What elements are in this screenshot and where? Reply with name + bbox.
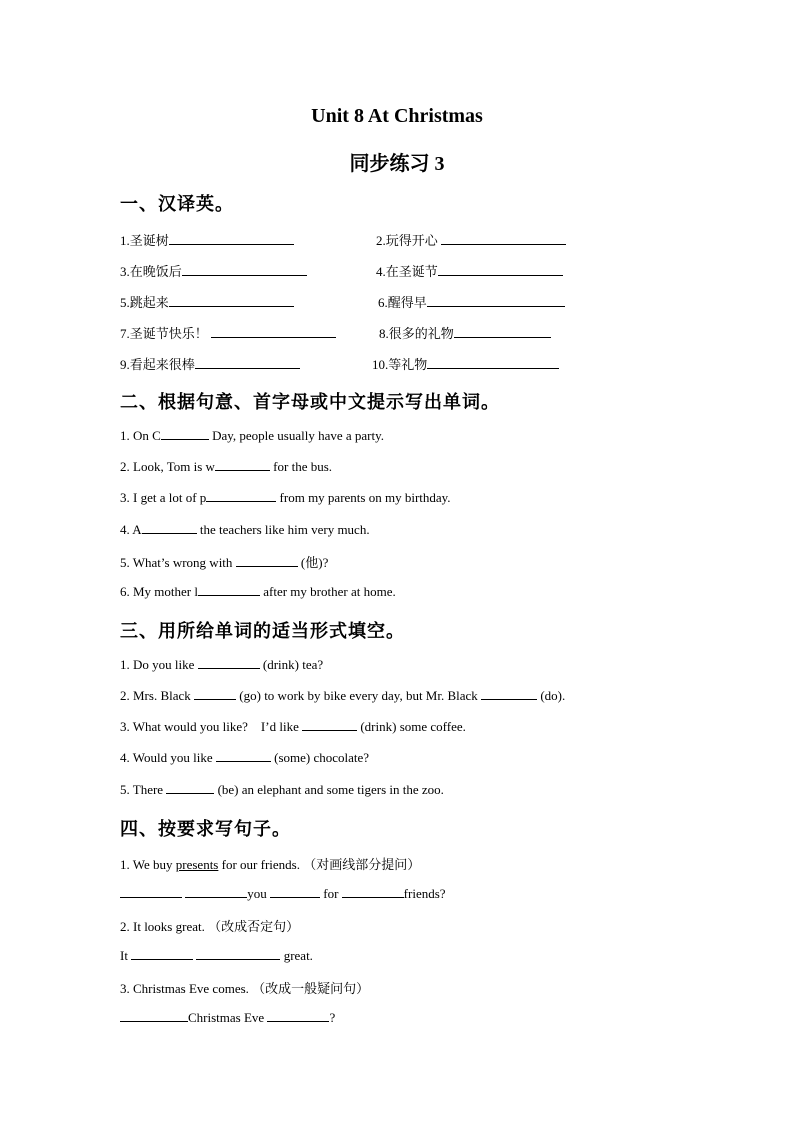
answer-blank[interactable] xyxy=(169,294,294,307)
s1-item-9: 9.看起来很棒 xyxy=(120,354,300,373)
answer-blank[interactable] xyxy=(270,885,320,898)
s3-question-3: 3. What would you like? I’d like (drink) some coffee. xyxy=(120,719,466,734)
answer-blank[interactable] xyxy=(438,263,563,276)
answer-blank[interactable] xyxy=(236,554,298,567)
s2-question-3: 3. I get a lot of p from my parents on my birthday. xyxy=(120,490,451,505)
answer-blank[interactable] xyxy=(185,885,247,898)
answer-blank[interactable] xyxy=(481,687,537,700)
s1-item-2: 2.玩得开心 xyxy=(376,230,566,249)
answer-blank[interactable] xyxy=(198,656,260,669)
s1-item-6: 6.醒得早 xyxy=(378,292,565,311)
answer-blank[interactable] xyxy=(211,325,336,338)
answer-blank[interactable] xyxy=(206,489,276,502)
underlined-word: presents xyxy=(175,857,219,872)
s2-question-2: 2. Look, Tom is w for the bus. xyxy=(120,459,333,474)
s1-item-8: 8.很多的礼物 xyxy=(379,323,551,342)
answer-blank[interactable] xyxy=(454,325,551,338)
s1-item-1: 1.圣诞树 xyxy=(120,230,294,249)
answer-blank[interactable] xyxy=(427,294,565,307)
answer-blank[interactable] xyxy=(194,687,236,700)
s1-item-3: 3.在晚饭后 xyxy=(120,261,307,280)
answer-blank[interactable] xyxy=(169,232,294,245)
s4-answer-3: Christmas Eve ? xyxy=(120,1009,335,1026)
section2-heading: 二、根据句意、首字母或中文提示写出单词。 xyxy=(120,392,500,412)
s4-question-1: 1. We buy presents for our friends. （对画线部分提问） xyxy=(120,857,421,872)
answer-blank[interactable] xyxy=(195,356,300,369)
answer-blank[interactable] xyxy=(166,781,214,794)
answer-blank[interactable] xyxy=(216,749,271,762)
s3-question-1: 1. Do you like (drink) tea? xyxy=(120,657,324,672)
section3-heading: 三、用所给单词的适当形式填空。 xyxy=(120,621,405,641)
answer-blank[interactable] xyxy=(120,1009,188,1022)
section1-heading: 一、汉译英。 xyxy=(120,194,234,214)
s3-question-5: 5. There (be) an elephant and some tigers in the zoo. xyxy=(120,782,444,797)
s4-answer-1: you for friends? xyxy=(120,885,446,902)
answer-blank[interactable] xyxy=(215,458,270,471)
answer-blank[interactable] xyxy=(182,263,307,276)
answer-blank[interactable] xyxy=(441,232,566,245)
s2-question-5: 5. What’s wrong with (他)? xyxy=(120,555,329,570)
s4-question-3: 3. Christmas Eve comes. （改成一般疑问句） xyxy=(120,981,370,996)
answer-blank[interactable] xyxy=(302,718,357,731)
answer-blank[interactable] xyxy=(427,356,559,369)
s2-question-6: 6. My mother l after my brother at home. xyxy=(120,584,396,599)
s2-question-1: 1. On C Day, people usually have a party. xyxy=(120,428,385,443)
page-title: Unit 8 At Christmas xyxy=(311,105,483,127)
answer-blank[interactable] xyxy=(267,1009,329,1022)
section4-heading: 四、按要求写句子。 xyxy=(120,819,291,839)
s4-answer-2: It great. xyxy=(120,948,313,963)
s2-question-4: 4. A the teachers like him very much. xyxy=(120,522,370,537)
s3-question-4: 4. Would you like (some) chocolate? xyxy=(120,750,370,765)
s4-question-2: 2. It looks great. （改成否定句） xyxy=(120,919,300,934)
answer-blank[interactable] xyxy=(196,947,280,960)
page-subtitle: 同步练习 3 xyxy=(349,153,445,175)
answer-blank[interactable] xyxy=(198,583,260,596)
s1-item-7: 7.圣诞节快乐！ xyxy=(120,323,336,342)
answer-blank[interactable] xyxy=(142,521,197,534)
answer-blank[interactable] xyxy=(120,885,182,898)
s1-item-10: 10.等礼物 xyxy=(372,354,559,373)
s3-question-2: 2. Mrs. Black (go) to work by bike every day, but Mr. Black (do). xyxy=(120,688,566,703)
answer-blank[interactable] xyxy=(161,427,209,440)
s1-item-5: 5.跳起来 xyxy=(120,292,294,311)
answer-blank[interactable] xyxy=(342,885,404,898)
answer-blank[interactable] xyxy=(131,947,193,960)
s1-item-4: 4.在圣诞节 xyxy=(376,261,563,280)
